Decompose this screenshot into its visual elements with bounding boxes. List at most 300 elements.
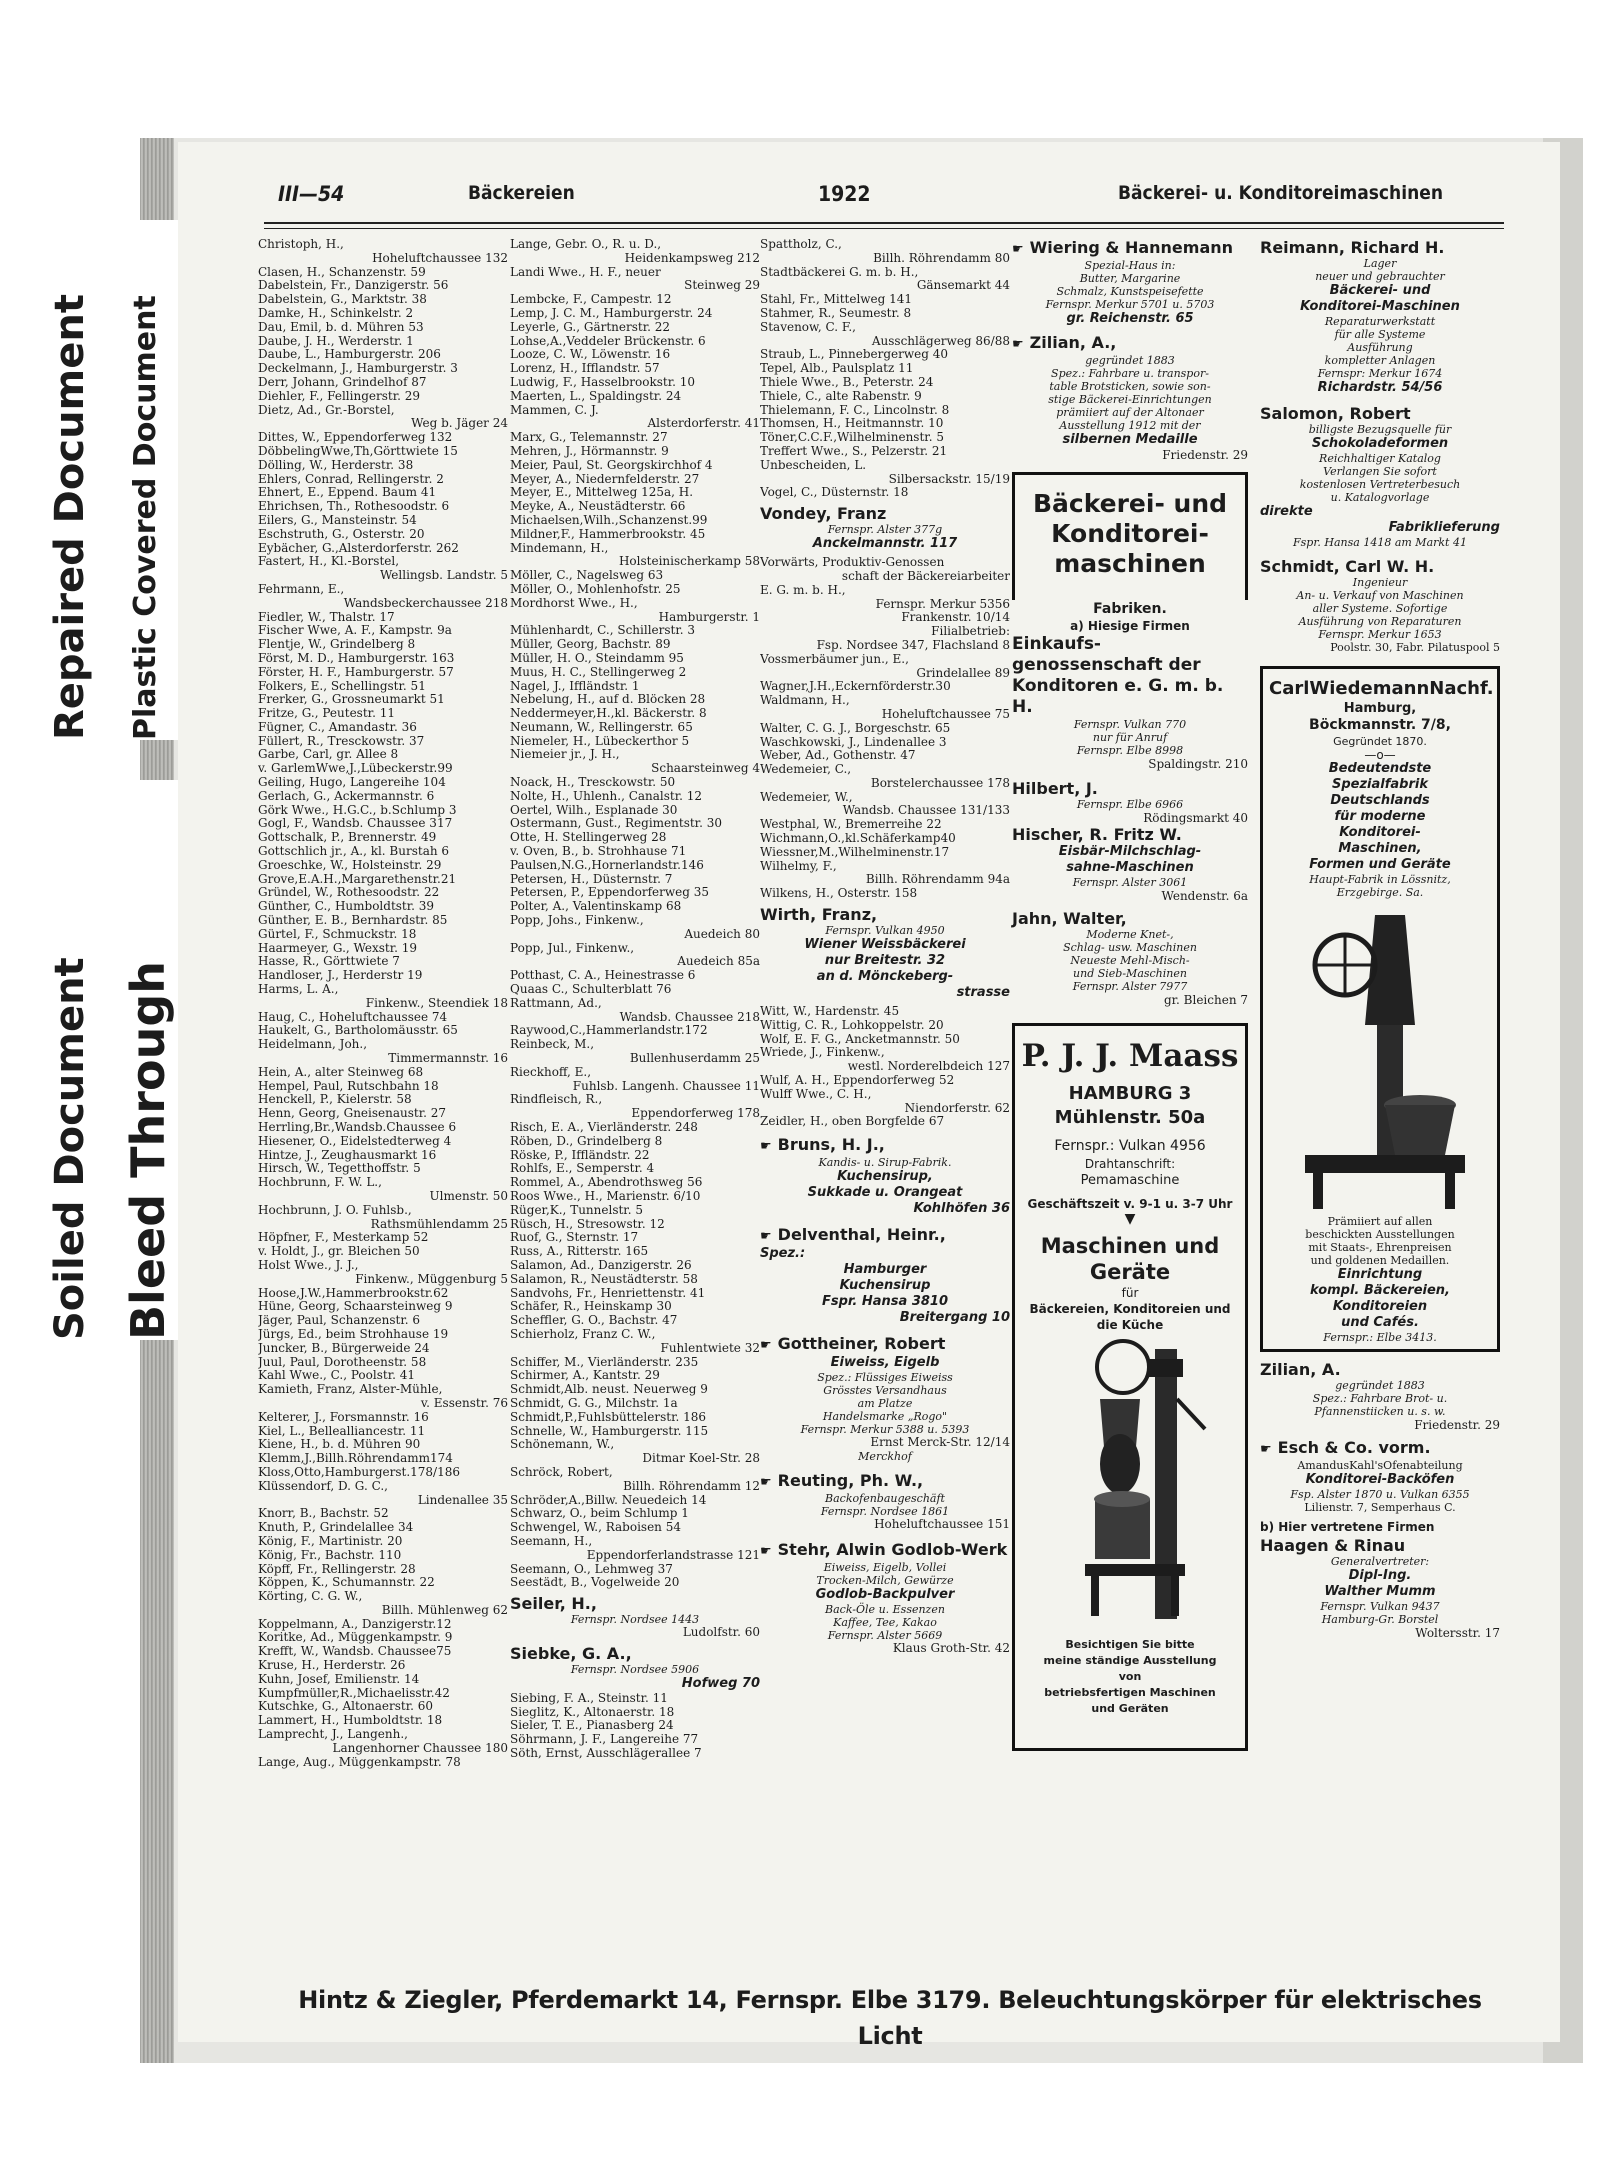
directory-entry: Neddermeyer,H.,kl. Bäckerstr. 8	[510, 707, 707, 721]
directory-entry: Polter, A., Valentinskamp 68	[510, 900, 682, 914]
directory-entry: Först, M. D., Hamburgerstr. 163	[258, 651, 455, 665]
directory-entry: Kloss,Otto,Hamburgerst.178/186	[258, 1465, 460, 1479]
header-section-left: Bäckereien	[468, 182, 575, 204]
ad-seiler-name: Seiler, H.,	[510, 1594, 597, 1614]
directory-entry: Reinbeck, M.,	[510, 1038, 595, 1052]
ad-schmidt-l1: Ingenieur	[1352, 576, 1408, 589]
ad-zilian-sub5: prämiiert auf der Altonaer	[1056, 406, 1204, 419]
directory-entry: Holst Wwe., J. J.,	[258, 1258, 359, 1272]
directory-entry: Frankenstr. 10/14	[901, 611, 1010, 625]
ad-delventhal	[760, 1225, 1010, 1326]
ad-reuting-l1: Backofenbaugeschäft	[825, 1492, 945, 1506]
directory-entry: Timmermannstr. 16	[388, 1052, 508, 1066]
directory-entry: Marx, G., Telemannstr. 27	[510, 431, 668, 445]
directory-entry: Popp, Jul., Finkenw.,	[510, 941, 635, 955]
ad-gottheiner-l1: Eiweiss, Eigelb	[830, 1355, 940, 1371]
directory-entry: Möller, C., Nagelsweg 63	[510, 569, 664, 583]
directory-entry: Klüssendorf, D. G. C.,	[258, 1479, 388, 1493]
tag-soiled-document: Soiled Document	[36, 800, 104, 1340]
ad-zilian-sub6: Ausstellung 1912 mit der	[1059, 419, 1201, 432]
directory-entry: Noack, H., Tresckowstr. 50	[510, 776, 676, 790]
column-2-tail	[510, 1692, 760, 1761]
directory-entry: Schierholz, Franz C. W.,	[510, 1327, 656, 1341]
ad-bruns-name: Bruns, H. J.,	[777, 1135, 885, 1155]
ad-zilian-sub2: Spez.: Fahrbare u. transpor-	[1051, 367, 1209, 380]
directory-entry: Rathsmühlendamm 25	[370, 1217, 508, 1231]
ad-maass-box	[1012, 1023, 1248, 1751]
directory-entry: Schaarsteinweg 4	[651, 762, 760, 776]
pointing-hand-icon: ☛	[760, 1338, 772, 1354]
directory-entry: Eppendorferweg 178	[631, 1107, 760, 1121]
page-header	[278, 182, 1500, 214]
ad-siebke	[510, 1644, 760, 1692]
directory-entry: Billh. Röhrendamm 12	[623, 1479, 760, 1493]
directory-entry: Rüsch, H., Stresowstr. 12	[510, 1217, 665, 1231]
directory-entry: Fuhlentwiete 32	[660, 1341, 760, 1355]
ad-salomon-l7: direkte	[1260, 504, 1313, 519]
directory-entry: Hoose,J.W.,Hammerbrookstr.62	[258, 1286, 449, 1300]
directory-entry: Wilkens, H., Osterstr. 158	[760, 887, 918, 901]
pointing-hand-icon: ☛	[1012, 337, 1024, 352]
ad-zilian2-street: Friedenstr. 29	[1414, 1418, 1500, 1432]
directory-entry: Günther, E. B., Bernhardstr. 85	[258, 914, 448, 928]
ad-zilian-medal: silbernen Medaille	[1062, 432, 1198, 447]
directory-entry: Haarmeyer, G., Wexstr. 19	[258, 941, 418, 955]
ad-maass-visit5: und Geräten	[1091, 1702, 1169, 1715]
ad-esch-name: Esch & Co. vorm.	[1277, 1438, 1431, 1457]
column-4-ads	[1012, 238, 1248, 1751]
directory-entry: Gerlach, G., Ackermannstr. 6	[258, 789, 435, 803]
ad-schmidt-l4: Ausführung von Reparaturen	[1298, 615, 1462, 628]
directory-entry: Lemp, J. C. M., Hamburgerstr. 24	[510, 306, 713, 320]
directory-entry: schaft der Bäckereiarbeiter	[841, 569, 1010, 583]
pointing-hand-icon: ☛	[1012, 242, 1024, 257]
directory-entry: Meier, Paul, St. Georgskirchhof 4	[510, 458, 713, 472]
ad-siebke-phone: Fernspr. Nordsee 5906	[570, 1662, 700, 1676]
directory-entry: Michaelsen,Wilh.,Schanzenst.99	[510, 513, 708, 527]
directory-entry: Petersen, P., Eppendorferweg 35	[510, 886, 710, 900]
directory-entry: Raywood,C.,Hammerlandstr.172	[510, 1024, 708, 1038]
ad-maass-for: Bäckereien, Konditoreien und die Küche	[1029, 1302, 1231, 1332]
directory-entry: Thielemann, F. C., Lincolnstr. 8	[760, 403, 950, 417]
ad-schmidt-street: Poolstr. 30, Fabr. Pilatuspool 5	[1330, 641, 1500, 654]
directory-entry: v. GarlemWwe,J.,Lübeckerstr.99	[258, 762, 453, 776]
ad-maass-wire2: Pemamaschine	[1080, 1173, 1180, 1188]
directory-entry: Eppendorferlandstrasse 121	[586, 1548, 760, 1562]
ad-jahn-l4: und Sieb-Maschinen	[1073, 967, 1187, 980]
directory-entry: Daube, J. H., Werderstr. 1	[258, 334, 414, 348]
directory-entry: Füllert, R., Tresckowstr. 37	[258, 734, 425, 748]
ad-salomon-l1: billigste Bezugsquelle für	[1308, 423, 1452, 436]
ad-reuting-name: Reuting, Ph. W.,	[777, 1471, 924, 1491]
directory-entry: Hirsch, W., Tegetthoffstr. 5	[258, 1162, 421, 1176]
directory-entry: Rieckhoff, E.,	[510, 1065, 592, 1079]
directory-entry: Kamieth, Franz, Alster-Mühle,	[258, 1383, 443, 1397]
directory-entry: Dabelstein, G., Marktstr. 38	[258, 293, 427, 307]
column-2-list	[510, 238, 760, 1590]
ad-zilian2-l2: Spez.: Fahrbare Brot- u.	[1312, 1392, 1448, 1405]
down-triangle-icon: ▼	[1124, 1211, 1136, 1227]
directory-entry: Wulff Wwe., C. H.,	[760, 1087, 872, 1101]
directory-entry: Weg b. Jäger 24	[411, 417, 508, 431]
directory-entry: Henckell, P., Kielerstr. 58	[258, 1093, 412, 1107]
directory-entry: Fuhlsb. Langenh. Chaussee 11	[572, 1079, 760, 1093]
ad-wiedemann-l7: Formen und Geräte	[1309, 857, 1451, 872]
ad-gottheiner-l5: Handelsmarke „Rogo"	[822, 1410, 948, 1424]
ad-stehr	[760, 1540, 1010, 1656]
directory-entry: Waldmann, H.,	[760, 694, 850, 708]
directory-entry: Lindenallee 35	[417, 1493, 508, 1507]
ad-stehr-l4: Back-Öle u. Essenzen	[825, 1602, 945, 1616]
ad-seiler-phone: Fernspr. Nordsee 1443	[570, 1613, 700, 1627]
directory-entry: Landi Wwe., H. F., neuer	[510, 265, 661, 279]
directory-entry: Juncker, B., Bürgerweide 24	[258, 1341, 430, 1355]
directory-entry: Eschstruth, G., Osterstr. 20	[258, 527, 425, 541]
directory-entry: Thiele, C., alte Rabenstr. 9	[760, 389, 922, 403]
column-3-list-a	[760, 238, 1010, 500]
represented-firms-label: b) Hier vertretene Firmen	[1260, 1520, 1435, 1534]
ad-hilbert-name: Hilbert, J.	[1012, 779, 1098, 798]
ad-delventhal-name: Delventhal, Heinr.,	[777, 1225, 946, 1245]
directory-page	[178, 142, 1560, 2050]
directory-entry: Stahmer, R., Seumestr. 8	[760, 306, 912, 320]
column-2-entries	[510, 238, 760, 1761]
directory-entry: Schirmer, A., Kantstr. 29	[510, 1369, 660, 1383]
ad-wiedemann-l4: für moderne	[1334, 809, 1426, 824]
ad-maass-street: Mühlenstr. 50a	[1054, 1107, 1206, 1128]
directory-entry: Schmidt,Alb. neust. Neuerweg 9	[510, 1383, 708, 1397]
directory-entry: Oertel, Wilh., Esplanade 30	[510, 803, 678, 817]
ad-seiler	[510, 1594, 760, 1640]
directory-entry: Schwarz, O., beim Schlump 1	[510, 1507, 689, 1521]
directory-entry: Unbescheiden, L.	[760, 458, 867, 472]
directory-entry: Hoheluftchaussee 132	[372, 251, 508, 265]
document-condition-tags	[14, 220, 186, 1340]
ad-schmidt-phone: Fernspr. Merkur 1653	[1318, 628, 1442, 641]
directory-entry: Lammert, H., Humboldtstr. 18	[258, 1714, 443, 1728]
directory-entry: Seemann, O., Lehmweg 37	[510, 1562, 673, 1576]
ad-stehr-name: Stehr, Alwin Godlob-Werk	[777, 1539, 1008, 1559]
ad-maass-wire: Drahtanschrift:	[1084, 1157, 1176, 1171]
directory-entry: Jäger, Paul, Schanzenstr. 6	[258, 1314, 421, 1328]
ad-reimann-street: Richardstr. 54/56	[1317, 380, 1443, 395]
directory-entry: Kelterer, J., Forsmannstr. 16	[258, 1410, 429, 1424]
ad-salomon-l3: Reichhaltiger Katalog	[1319, 452, 1441, 465]
column-5-ads	[1260, 238, 1500, 1640]
directory-entry: Popp, Johs., Finkenw.,	[510, 914, 644, 928]
pointing-hand-icon: ☛	[760, 1139, 772, 1155]
directory-entry: Risch, E. A., Vierländerstr. 248	[510, 1121, 698, 1134]
directory-entry: Klemm,J.,Billh.Röhrendamm174	[258, 1452, 453, 1466]
directory-entry: Knuth, P., Grindelallee 34	[258, 1521, 414, 1535]
directory-entry: Schmidt, G. G., Milchstr. 1a	[510, 1396, 678, 1410]
directory-entry: Koritke, Ad., Müggenkampstr. 9	[258, 1631, 453, 1645]
directory-entry: Grindelallee 89	[916, 666, 1010, 680]
directory-entry: Wilhelmy, F.,	[760, 859, 837, 873]
directory-entry: Ostermann, Gust., Regimentstr. 30	[510, 817, 722, 831]
ad-wirth-phone: Fernspr. Vulkan 4950	[825, 924, 945, 938]
ad-haagen-phone: Fernspr. Vulkan 9437	[1320, 1600, 1440, 1613]
directory-entry: Russ, A., Ritterstr. 165	[510, 1245, 649, 1259]
column-1-entries	[258, 238, 508, 1769]
directory-entry: Fischer Wwe, A. F., Kampstr. 9a	[258, 624, 452, 638]
directory-entry: Salamon, R., Neustädterstr. 58	[510, 1272, 698, 1286]
directory-entry: Daube, L., Hamburgerstr. 206	[258, 348, 441, 362]
ad-hischer-street: Wendenstr. 6a	[1161, 889, 1248, 903]
directory-entry: Harms, L. A.,	[258, 983, 339, 997]
directory-entry: Koppelmann, A., Danzigerstr.12	[258, 1617, 452, 1631]
ad-reuting-street: Hoheluftchaussee 151	[874, 1518, 1010, 1532]
directory-entry: Sieler, T. E., Pianasberg 24	[510, 1719, 674, 1733]
directory-entry: Günther, C., Humboldtstr. 39	[258, 900, 435, 914]
ad-einkauf-phone2: Fernspr. Elbe 8998	[1076, 744, 1184, 757]
ad-gottheiner-l3: Grösstes Versandhaus	[823, 1384, 947, 1398]
ad-stehr-street: Klaus Groth-Str. 42	[892, 1641, 1010, 1655]
pointing-hand-icon: ☛	[1260, 1442, 1272, 1457]
directory-entry: Alsterdorferstr. 41	[647, 417, 760, 431]
directory-entry: Hochbrunn, F. W. L.,	[258, 1176, 382, 1190]
directory-entry: Fsp. Nordsee 347, Flachsland 8	[816, 638, 1010, 652]
directory-entry: Holsteinischerkamp 58	[618, 555, 760, 569]
ad-wiedemann-founded: Gegründet 1870.	[1333, 735, 1427, 748]
ad-wiedemann-e4: und Cafés.	[1341, 1315, 1419, 1330]
ad-delventhal-l1: Hamburger	[843, 1262, 927, 1278]
ad-bruns-l4: Kohlhöfen 36	[913, 1201, 1010, 1217]
pointing-hand-icon: ☛	[760, 1229, 772, 1245]
directory-entry: Walter, C. G. J., Borgeschstr. 65	[760, 721, 951, 735]
header-year: 1922	[818, 182, 871, 206]
directory-entry: Wandsbeckerchaussee 218	[343, 596, 508, 610]
directory-entry: Kiel, L., Bellealliancestr. 11	[258, 1424, 426, 1438]
ad-wiering-name: Wiering & Hannemann	[1029, 238, 1234, 257]
ad-bruns-l2: Kuchensirup,	[837, 1169, 933, 1185]
directory-entry: Mehren, J., Hörmannstr. 9	[510, 444, 669, 458]
directory-entry: Fritze, G., Peutestr. 11	[258, 707, 395, 721]
directory-entry: Gänsemarkt 44	[916, 279, 1010, 293]
directory-entry: Billh. Röhrendamm 94a	[865, 873, 1010, 887]
ad-salomon-name: Salomon, Robert	[1260, 404, 1411, 423]
directory-entry: Kuhn, Josef, Emilienstr. 14	[258, 1672, 420, 1686]
ad-maass-hours: Geschäftszeit v. 9-1 u. 3-7 Uhr	[1027, 1197, 1233, 1211]
directory-entry: Hein, A., alter Steinweg 68	[258, 1065, 424, 1079]
ad-wiedemann-p1: Prämiiert auf allen	[1327, 1215, 1433, 1228]
ad-wiedemann-p2: beschickten Ausstellungen	[1305, 1228, 1455, 1241]
directory-entry: Kruse, H., Herderstr. 26	[258, 1659, 406, 1673]
directory-entry: Ditmar Koel-Str. 28	[642, 1452, 760, 1466]
ad-gottheiner	[760, 1334, 1010, 1463]
directory-entry: v. Oven, B., b. Strohhause 71	[510, 845, 687, 859]
ad-jahn-l1: Moderne Knet-,	[1086, 928, 1174, 941]
directory-entry: Stahl, Fr., Mittelweg 141	[760, 293, 913, 307]
ad-zilian-sub1: gegründet 1883	[1085, 354, 1175, 367]
ad-reuting	[760, 1471, 1010, 1532]
ad-wiedemann-phone: Fernspr.: Elbe 3413.	[1323, 1331, 1437, 1344]
directory-entry: Siebing, F. A., Steinstr. 11	[510, 1691, 668, 1705]
directory-entry: Vorwärts, Produktiv-Genossen	[760, 556, 945, 570]
directory-entry: König, F., Martinistr. 20	[258, 1534, 403, 1548]
directory-entry: Potthast, C. A., Heinestrasse 6	[510, 969, 696, 983]
ad-zilian-sub3: table Brotsticken, sowie son-	[1049, 380, 1211, 393]
ad-zilian-street: Friedenstr. 29	[1162, 448, 1248, 462]
directory-entry: Derr, Johann, Grindelhof 87	[258, 375, 427, 389]
directory-entry: Heidelmann, Joh.,	[258, 1038, 368, 1052]
directory-entry: Hoheluftchaussee 75	[881, 707, 1010, 721]
ad-vondey	[760, 504, 1010, 552]
ad-jahn-phone: Fernspr. Alster 7977	[1072, 980, 1188, 993]
directory-entry: Salamon, Ad., Danzigerstr. 26	[510, 1258, 692, 1272]
directory-entry: Borstelerchaussee 178	[870, 776, 1010, 790]
ad-wiedemann-l3: Deutschlands	[1330, 793, 1430, 808]
ad-wiedemann-street: Böckmannstr. 7/8,	[1309, 717, 1451, 733]
ad-stehr-phone: Fernspr. Alster 5669	[827, 1628, 943, 1642]
directory-entry: Haug, C., Hoheluftchaussee 74	[258, 1010, 448, 1024]
ad-einkauf-name: Einkaufs- genossenschaft der Konditoren e. G. m. b. H.	[1012, 634, 1224, 717]
directory-entry: Haukelt, G., Bartholomäusstr. 65	[258, 1024, 458, 1038]
directory-entry: Lembcke, F., Campestr. 12	[510, 293, 672, 307]
ad-wirth-line3: an d. Mönckeberg-	[816, 969, 954, 985]
directory-entry: Stavenow, C. F.,	[760, 320, 856, 334]
ad-haagen-l1: Generalvertreter:	[1330, 1555, 1430, 1568]
ad-einkauf-phone: Fernspr. Vulkan 770	[1073, 718, 1187, 731]
ad-schmidt-l2: An- u. Verkauf von Maschinen	[1296, 589, 1464, 602]
ad-gottheiner-l4: am Platze	[857, 1397, 913, 1411]
ad-einkauf-note: nur für Anruf	[1092, 731, 1168, 744]
directory-entry: Förster, H. F., Hamburgerstr. 57	[258, 665, 454, 679]
directory-entry: Hempel, Paul, Rutschbahn 18	[258, 1079, 439, 1093]
ad-haagen-street: Woltersstr. 17	[1415, 1626, 1500, 1640]
ad-vondey-phone: Fernspr. Alster 377g	[827, 523, 943, 537]
ad-esch-l1: AmandusKahl'sOfenabteilung	[1297, 1459, 1463, 1472]
ad-wirth-line4: strasse	[956, 985, 1010, 1001]
ad-maass-headline: Maschinen und Geräte	[1040, 1234, 1220, 1284]
directory-entry: Möller, O., Mohlenhofstr. 25	[510, 582, 681, 596]
ad-wiering-sub3: Schmalz, Kunstspeisefette	[1056, 285, 1204, 298]
directory-entry: Thiele Wwe., B., Peterstr. 24	[760, 375, 934, 389]
ad-seiler-street: Ludolfstr. 60	[682, 1626, 760, 1640]
page-number: III—54	[278, 182, 345, 206]
directory-entry: Gottschlich jr., A., kl. Burstah 6	[258, 845, 450, 859]
directory-entry: Quaas C., Schulterblatt 76	[510, 983, 672, 997]
ad-wiedemann-p4: und goldenen Medaillen.	[1310, 1254, 1450, 1267]
directory-entry: Bullenhuserdamm 25	[629, 1052, 760, 1066]
directory-entry: Wulf, A. H., Eppendorferweg 52	[760, 1074, 955, 1088]
directory-entry: Silbersackstr. 15/19	[888, 472, 1010, 486]
ad-delventhal-l0: Spez.:	[760, 1246, 806, 1262]
directory-entry: Mildner,F., Hammerbrookstr. 45	[510, 527, 706, 541]
directory-entry: Müller, Georg, Bachstr. 89	[510, 638, 671, 652]
directory-entry: Kahl Wwe., C., Poolstr. 41	[258, 1369, 416, 1383]
directory-entry: v. Essenstr. 76	[420, 1396, 508, 1410]
ad-salomon-l6: u. Katalogvorlage	[1330, 491, 1430, 504]
directory-entry: Ulmenstr. 50	[429, 1189, 508, 1203]
ad-esch-street: Lilienstr. 7, Semperhaus C.	[1304, 1501, 1456, 1514]
directory-entry: Dietz, Ad., Gr.-Borstel,	[258, 403, 395, 417]
ad-vondey-name: Vondey, Franz	[760, 504, 887, 524]
directory-entry: Otte, H. Stellingerweg 28	[510, 831, 667, 845]
ad-reuting-phone: Fernspr. Nordsee 1861	[820, 1505, 950, 1519]
ad-reimann-l2: neuer und gebrauchter	[1315, 270, 1445, 283]
directory-entry: Hüne, Georg, Schaarsteinweg 9	[258, 1300, 453, 1314]
directory-entry: Filialbetrieb:	[931, 625, 1010, 639]
ad-gottheiner-l2: Spez.: Flüssiges Eiweiss	[817, 1371, 953, 1385]
ad-wiering-phone: Fernspr. Merkur 5701 u. 5703	[1045, 298, 1215, 311]
ad-reimann-l6: für alle Systeme	[1334, 328, 1426, 341]
directory-entry: Niemeier jr., J. H.,	[510, 748, 620, 762]
ad-maass-name: P. J. J. Maass	[1021, 1038, 1239, 1074]
ad-wiedemann-city: Hamburg,	[1343, 701, 1417, 716]
ad-delventhal-l2: Kuchensirup	[839, 1278, 931, 1294]
ad-siebke-name: Siebke, G. A.,	[510, 1643, 632, 1663]
directory-entry: Billh. Röhrendamm 80	[873, 251, 1010, 265]
directory-entry: Nebelung, H., auf d. Blöcken 28	[510, 693, 706, 707]
ad-reimann-l4: Konditorei-Maschinen	[1300, 299, 1460, 314]
local-firms-label: a) Hiesige Firmen	[1070, 619, 1190, 633]
directory-entry: Krefft, W., Wandsb. Chaussee75	[258, 1645, 452, 1659]
ad-jahn-name: Jahn, Walter,	[1012, 909, 1127, 928]
directory-entry: König, Fr., Bachstr. 110	[258, 1548, 402, 1562]
directory-entry: Nolte, H., Uhlenh., Canalstr. 12	[510, 789, 703, 803]
directory-entry: Schröder,A.,Billw. Neuedeich 14	[510, 1493, 707, 1507]
directory-entry: Köppen, K., Schumannstr. 22	[258, 1576, 435, 1590]
directory-entry: Köpff, Fr., Rellingerstr. 28	[258, 1562, 416, 1576]
directory-entry: Thomsen, H., Heitmannstr. 10	[760, 417, 944, 431]
directory-entry: westl. Norderelbdeich 127	[847, 1060, 1010, 1074]
directory-entry: Lohse,A.,Veddeler Brückenstr. 6	[510, 334, 706, 348]
ad-esch-l2: Konditorei-Backöfen	[1305, 1472, 1455, 1487]
directory-entry: Roos Wwe., H., Marienstr. 6/10	[510, 1189, 701, 1203]
directory-entry: Wolf, E. F. G., Ancketmannstr. 50	[760, 1032, 960, 1046]
pointing-hand-icon: ☛	[760, 1543, 772, 1559]
directory-entry: Leyerle, G., Gärtnerstr. 22	[510, 320, 671, 334]
directory-entry: Damke, H., Schinkelstr. 2	[258, 306, 414, 320]
directory-entry: Meyke, A., Neustädterstr. 66	[510, 500, 686, 514]
directory-entry: Meyer, E., Mittelweg 125a, H.	[510, 486, 694, 500]
directory-entry: Fehrmann, E.,	[258, 582, 345, 596]
directory-entry: Wedemeier, W.,	[760, 790, 853, 804]
directory-entry: Scheffler, G. O., Bachstr. 47	[510, 1314, 678, 1328]
directory-entry: Schönemann, W.,	[510, 1438, 615, 1452]
directory-entry: Hasse, R., Görttwiete 7	[258, 955, 400, 969]
directory-entry: Knorr, B., Bachstr. 52	[258, 1507, 389, 1521]
ad-delventhal-street: Breitergang 10	[899, 1310, 1010, 1326]
directory-entry: Folkers, E., Schellingstr. 51	[258, 679, 426, 693]
directory-entry: Lorenz, H., Ifflandstr. 57	[510, 362, 660, 376]
directory-entry: Heidenkampsweg 212	[624, 251, 760, 265]
ad-wiedemann-l8: Haupt-Fabrik in Lössnitz,	[1309, 873, 1451, 886]
ad-jahn-l2: Schlag- usw. Maschinen	[1063, 941, 1197, 954]
footer-advertisement: Hintz & Ziegler, Pferdemarkt 14, Fernspr. Elbe 3179. Beleuchtungskörper für elektrisches Licht	[298, 1986, 1482, 2050]
directory-entry: Billh. Mühlenweg 62	[381, 1603, 508, 1617]
directory-entry: Hochbrunn, J. O. Fuhlsb.,	[258, 1203, 412, 1217]
directory-entry: Lange, Gebr. O., R. u. D.,	[510, 238, 662, 251]
directory-entry: Neumann, W., Rellingerstr. 65	[510, 720, 693, 734]
directory-entry: Ehrichsen, Th., Rothesoodstr. 6	[258, 500, 450, 514]
ad-gottheiner-phone: Fernspr. Merkur 5388 u. 5393	[800, 1423, 970, 1437]
directory-entry: Petersen, H., Düsternstr. 7	[510, 872, 673, 886]
directory-entry: Gottschalk, P., Brennerstr. 49	[258, 831, 437, 845]
ad-wirth-line1: Wiener Weissbäckerei	[804, 937, 966, 953]
ad-zilian2-name: Zilian, A.	[1260, 1360, 1341, 1379]
section-title: Bäckerei- und Konditorei- maschinen	[1032, 489, 1228, 578]
directory-entry: Sieglitz, K., Altonaerstr. 18	[510, 1705, 675, 1719]
ad-reimann-name: Reimann, Richard H.	[1260, 238, 1445, 257]
pointing-hand-icon: ☛	[760, 1475, 772, 1491]
ad-wiedemann-e2: kompl. Bäckereien,	[1310, 1283, 1450, 1298]
ad-hischer-line2: sahne-Maschinen	[1066, 860, 1194, 875]
ad-wirth	[760, 905, 1010, 1001]
directory-entry: Deckelmann, J., Hamburgerstr. 3	[258, 362, 458, 376]
directory-entry: Spattholz, C.,	[760, 238, 842, 251]
